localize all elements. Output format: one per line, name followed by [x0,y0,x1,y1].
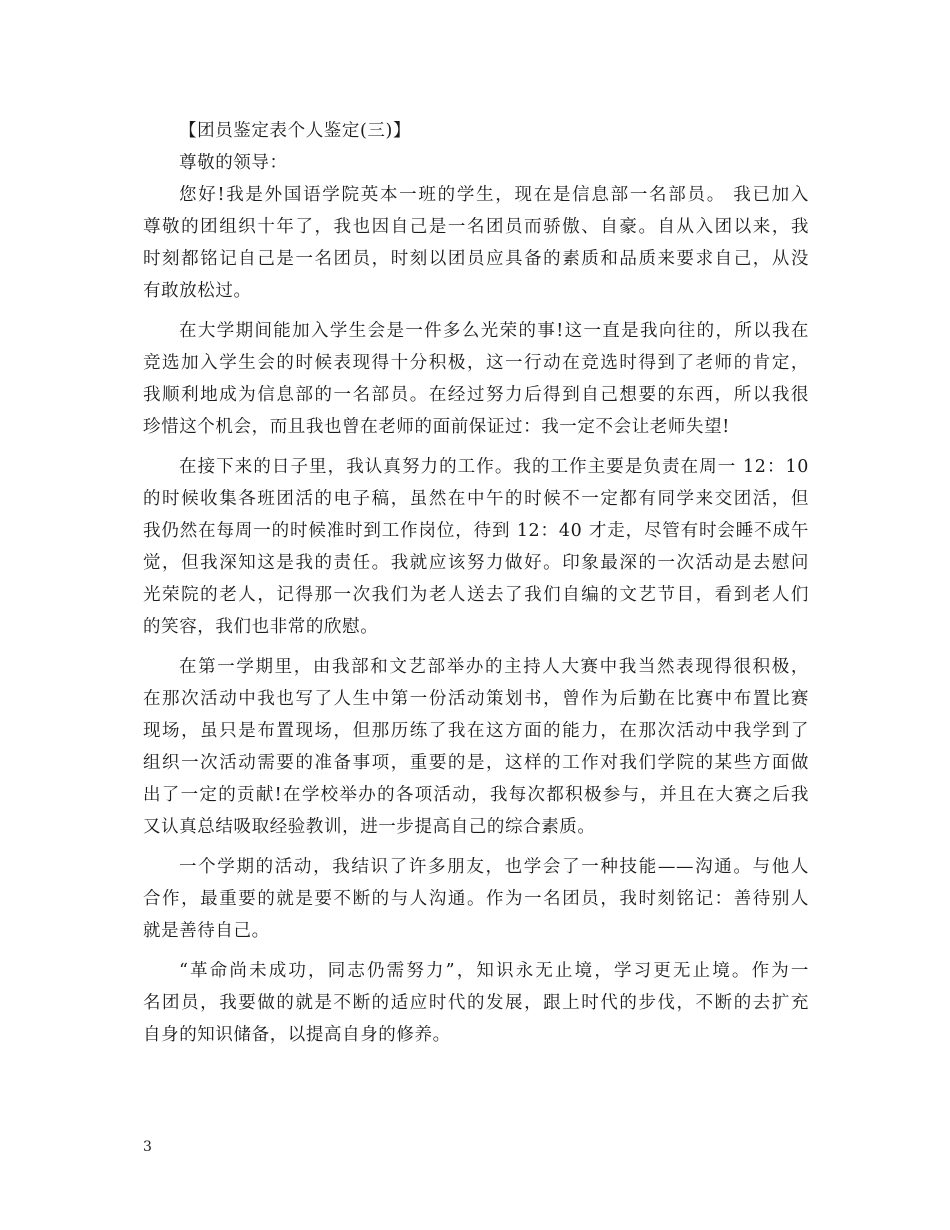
paragraph-line: 现场，虽只是布置现场，但那历练了我在这方面的能力，在那次活动中我学到了 [143,721,809,741]
paragraph-line: 又认真总结吸取经验教训，进一步提高自己的综合素质。 [143,817,596,837]
paragraph-line: 我顺利地成为信息部的一名部员。在经过努力后得到自己想要的东西，所以我很 [143,385,809,405]
paragraph-line: “革命尚未成功，同志仍需努力”，知识永无止境，学习更无止境。作为一 [179,961,809,981]
paragraph-line: 在大学期间能加入学生会是一件多么光荣的事!这一直是我向往的，所以我在 [179,321,809,341]
paragraph-line: 时刻都铭记自己是一名团员，时刻以团员应具备的素质和品质来要求自己，从没 [143,249,809,269]
paragraph-line: 就是善待自己。 [143,921,270,941]
paragraph-4 [143,651,809,843]
paragraph-line: 珍惜这个机会，而且我也曾在老师的面前保证过：我一定不会让老师失望! [143,417,730,437]
paragraph-1 [143,179,809,307]
paragraph-line: 竞选加入学生会的时候表现得十分积极，这一行动在竞选时得到了老师的肯定， [143,353,809,373]
paragraph-line: 合作，最重要的就是要不断的与人沟通。作为一名团员，我时刻铭记：善待别人 [143,889,809,909]
document-title: 【团员鉴定表个人鉴定(三)】 [179,121,412,141]
paragraph-line: 在那次活动中我也写了人生中第一份活动策划书，曾作为后勤在比赛中布置比赛 [143,689,809,709]
paragraph-line: 在第一学期里，由我部和文艺部举办的主持人大赛中我当然表现得很积极， [179,657,809,677]
paragraph-line: 一个学期的活动，我结识了许多朋友，也学会了一种技能——沟通。与他人 [179,857,809,877]
paragraph-5 [143,851,809,947]
paragraph-line: 的时候收集各班团活的电子稿，虽然在中午的时候不一定都有同学来交团活，但 [143,489,809,509]
paragraph-line: 我仍然在每周一的时候准时到工作岗位，待到 12：40 才走，尽管有时会睡不成午 [143,521,809,541]
page-number: 3 [143,1139,152,1155]
paragraph-line: 出了一定的贡献!在学校举办的各项活动，我每次都积极参与，并且在大赛之后我 [143,785,809,805]
paragraph-line: 觉，但我深知这是我的责任。我就应该努力做好。印象最深的一次活动是去慰问 [143,553,809,573]
salutation: 尊敬的领导： [179,153,288,173]
paragraph-line: 您好!我是外国语学院英本一班的学生，现在是信息部一名部员。 我已加入 [179,185,809,205]
paragraph-3 [143,451,809,643]
paragraph-line: 自身的知识储备，以提高自身的修养。 [143,1025,451,1045]
paragraph-line: 光荣院的老人，记得那一次我们为老人送去了我们自编的文艺节目，看到老人们 [143,585,809,605]
paragraph-2 [143,315,809,443]
paragraph-line: 组织一次活动需要的准备事项，重要的是，这样的工作对我们学院的某些方面做 [143,753,809,773]
paragraph-6 [143,955,809,1051]
paragraph-line: 尊敬的团组织十年了，我也因自己是一名团员而骄傲、自豪。自从入团以来，我 [143,217,809,237]
paragraph-line: 在接下来的日子里，我认真努力的工作。我的工作主要是负责在周一 12：10 [179,457,809,477]
paragraph-line: 名团员，我要做的就是不断的适应时代的发展，跟上时代的步伐，不断的去扩充 [143,993,809,1013]
paragraph-line: 的笑容，我们也非常的欣慰。 [143,617,379,637]
document-body [143,115,809,1051]
paragraph-line: 有敢放松过。 [143,281,252,301]
